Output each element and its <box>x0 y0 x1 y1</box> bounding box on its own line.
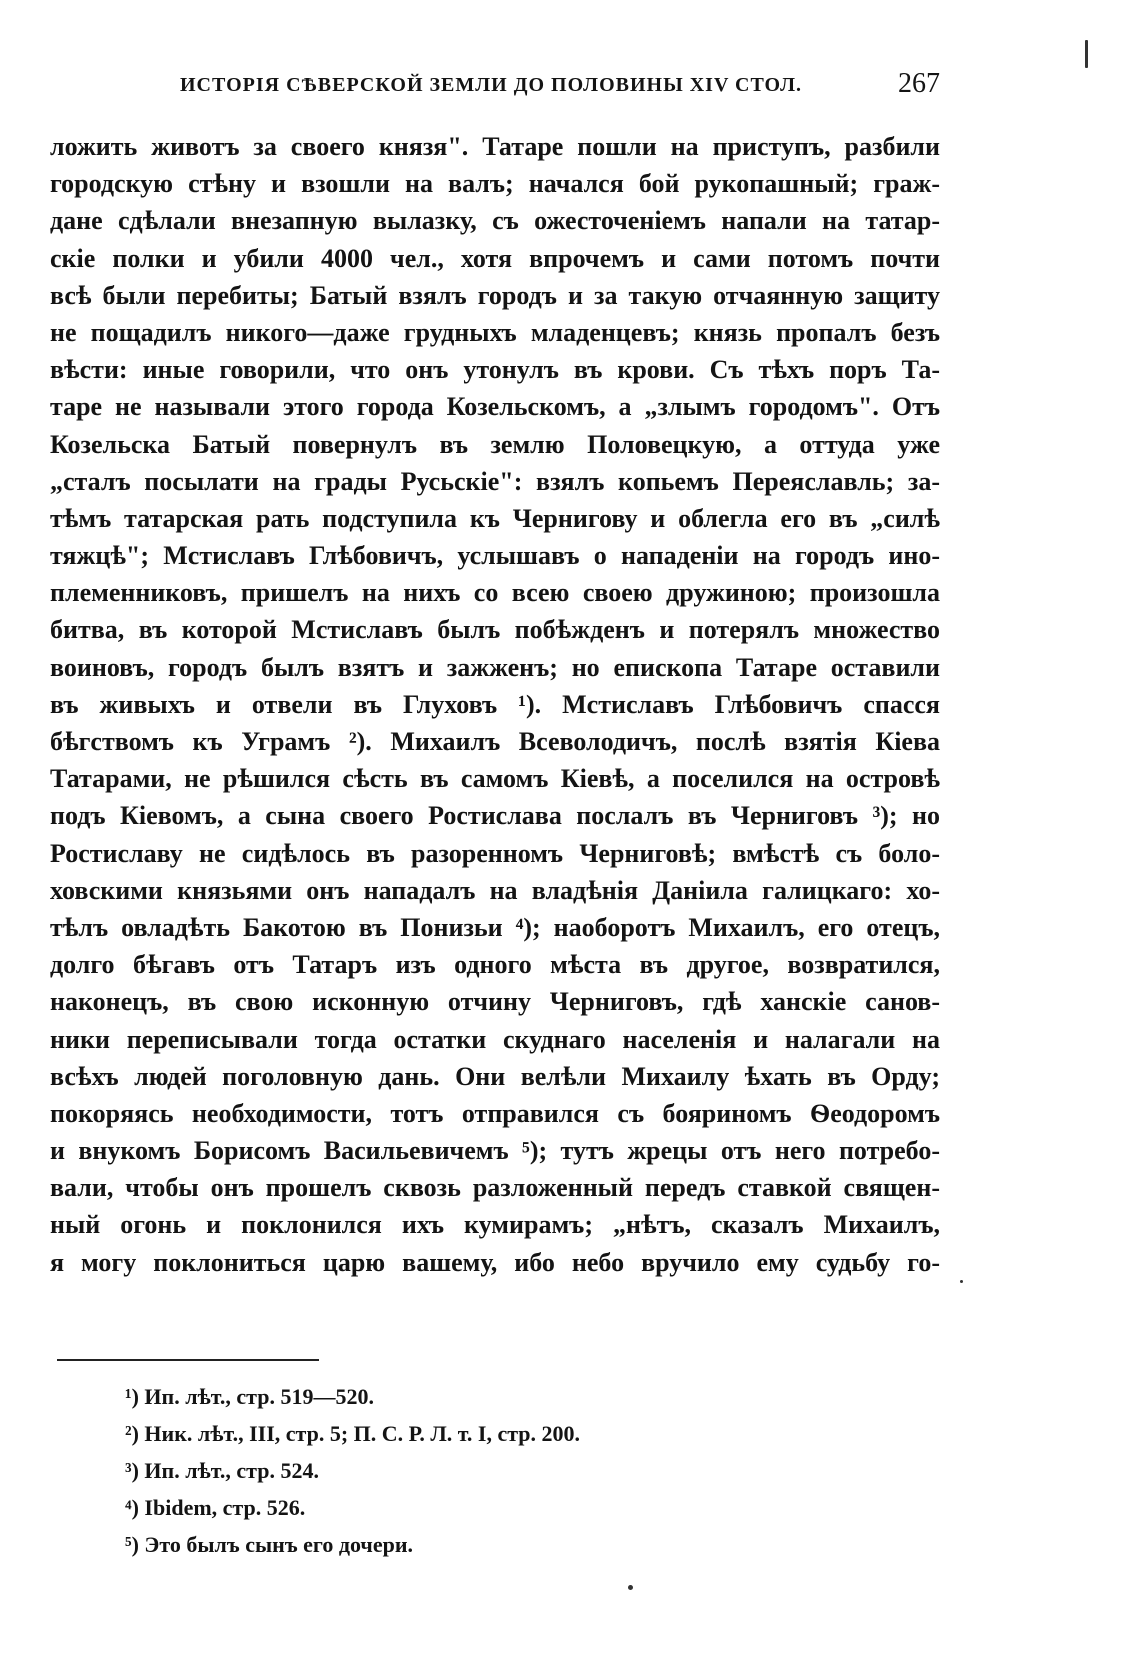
print-speck <box>1085 40 1088 68</box>
print-speck <box>960 1280 963 1283</box>
text-line: въ живыхъ и отвели въ Глуховъ ¹). Мстиславъ Глѣбовичъ спасся <box>50 689 940 719</box>
text-line: и внукомъ Борисомъ Васильевичемъ ⁵); тутъ жрецы отъ него потребо- <box>50 1136 940 1166</box>
text-line: дане сдѣлали внезапную вылазку, съ ожесточеніемъ напали на татар- <box>50 206 940 236</box>
text-line: тѣмъ татарская рать подступила къ Чернигову и облегла его въ „силѣ <box>50 503 940 533</box>
text-line: не пощадилъ никого—даже грудныхъ младенцевъ; князь пропалъ безъ <box>50 317 940 347</box>
page-number: 267 <box>898 68 940 99</box>
text-line: тѣлъ овладѣть Бакотою въ Понизьи ⁴); наоборотъ Михаилъ, его отецъ, <box>50 912 940 942</box>
text-line: ложить животъ за своего князя". Татаре пошли на приступъ, разбили <box>50 132 940 161</box>
text-line: битва, въ которой Мстиславъ былъ побѣжденъ и потерялъ множество <box>50 615 940 645</box>
running-title: ИСТОРІЯ СѢВЕРСКОЙ ЗЕМЛИ ДО ПОЛОВИНЫ XIV СТОЛ. <box>180 74 803 96</box>
body-text <box>50 128 940 1281</box>
text-line: воиновъ, городъ былъ взятъ и зажженъ; но епископа Татаре оставили <box>50 652 940 682</box>
text-line: Ростиславу не сидѣлось въ разоренномъ Черниговѣ; вмѣстѣ съ боло- <box>50 838 940 868</box>
text-line: скіе полки и убили 4000 чел., хотя впрочемъ и сами потомъ почти <box>50 243 940 273</box>
text-line: подъ Кіевомъ, а сына своего Ростислава послалъ въ Черниговъ ³); но <box>50 801 940 831</box>
print-speck <box>628 1585 633 1590</box>
footnote: ¹) Ип. лѣт., стр. 519—520. <box>125 1384 374 1409</box>
footnote: ⁴) Ibidem, стр. 526. <box>125 1495 306 1520</box>
text-line: бѣгствомъ къ Уграмъ ²). Михаилъ Всеволодичъ, послѣ взятія Кіева <box>50 727 940 756</box>
text-line: вѣсти: иные говорили, что онъ утонулъ въ крови. Съ тѣхъ поръ Та- <box>50 355 940 385</box>
text-line: „сталъ посылати на грады Русьскіе": взялъ копьемъ Переяславль; за- <box>50 466 940 496</box>
text-line: таре не называли этого города Козельскомъ, а „злымъ городомъ". Отъ <box>50 392 940 422</box>
footnotes <box>125 1378 825 1563</box>
text-line: я могу поклониться царю вашему, ибо небо вручило ему судьбу го- <box>50 1247 940 1277</box>
text-line: городскую стѣну и взошли на валъ; начался бой рукопашный; граж- <box>50 169 940 199</box>
text-line: всѣ были перебиты; Батый взялъ городъ и за такую отчаянную защиту <box>50 280 940 310</box>
text-line: всѣхъ людей поголовную дань. Они велѣли Михаилу ѣхать въ Орду; <box>50 1061 940 1091</box>
footnote: ⁵) Это былъ сынъ его дочери. <box>125 1532 413 1557</box>
text-line: долго бѣгавъ отъ Татаръ изъ одного мѣста въ другое, возвратился, <box>50 950 940 980</box>
footnote-divider <box>57 1359 319 1361</box>
text-line: тяжцѣ"; Мстиславъ Глѣбовичъ, услышавъ о нападеніи на городъ ино- <box>50 541 940 571</box>
text-line: наконецъ, въ свою исконную отчину Черниговъ, гдѣ ханскіе санов- <box>50 987 940 1017</box>
text-line: вали, чтобы онъ прошелъ сквозь разложенный передъ ставкой священ- <box>50 1173 940 1203</box>
text-line: Татарами, не рѣшился сѣсть въ самомъ Кіевѣ, а поселился на островѣ <box>50 764 940 794</box>
text-line: ховскими князьями онъ нападалъ на владѣнія Даніила галицкаго: хо- <box>50 875 940 905</box>
footnote: ³) Ип. лѣт., стр. 524. <box>125 1458 319 1483</box>
text-line: покоряясь необходимости, тотъ отправился съ бояриномъ Ѳеодоромъ <box>50 1098 940 1128</box>
text-line: Козельска Батый повернулъ въ землю Половецкую, а оттуда уже <box>50 429 940 459</box>
footnote: ²) Ник. лѣт., III, стр. 5; П. С. Р. Л. т. I, стр. 200. <box>125 1421 581 1446</box>
text-line: ники переписывали тогда остатки скуднаго населенія и налагали на <box>50 1024 940 1054</box>
text-line: племенниковъ, пришелъ на нихъ со всею своею дружиною; произошла <box>50 578 940 608</box>
text-line: ный огонь и поклонился ихъ кумирамъ; „нѣтъ, сказалъ Михаилъ, <box>50 1210 940 1240</box>
running-head <box>50 68 940 108</box>
